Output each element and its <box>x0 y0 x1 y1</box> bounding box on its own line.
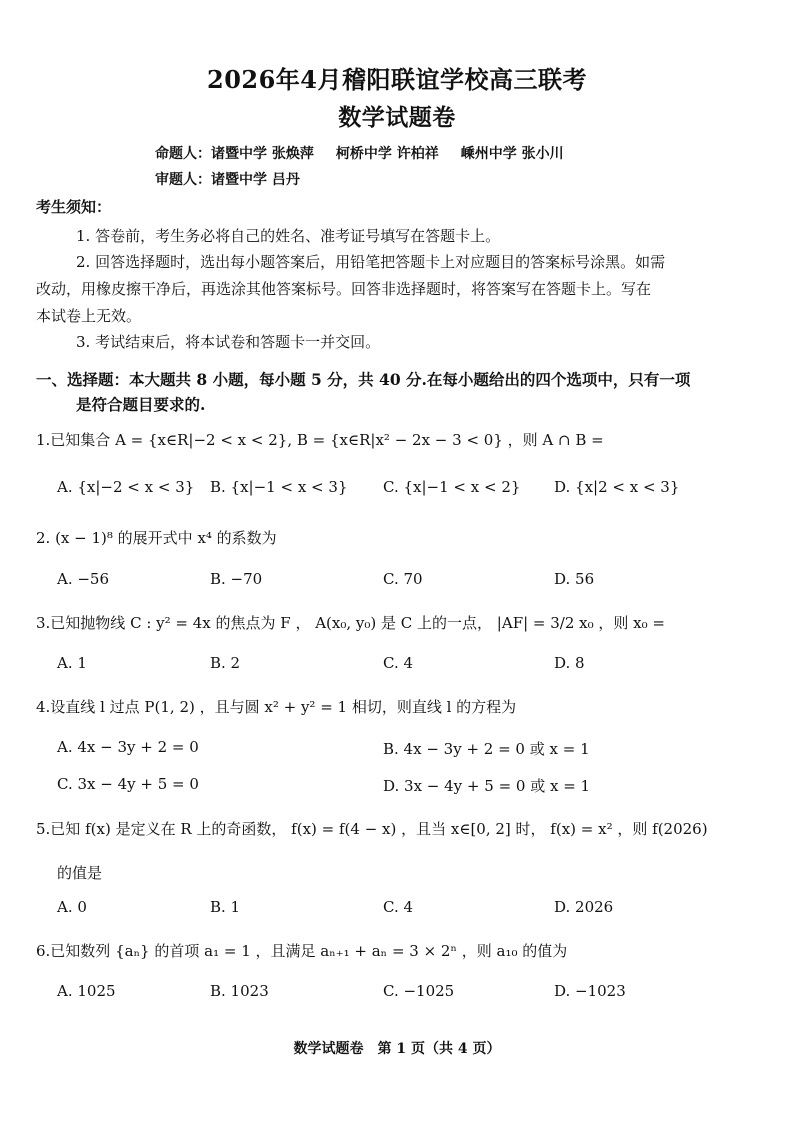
question-4-option-b: B. 4x − 3y + 2 = 0 或 x = 1 <box>383 740 590 758</box>
notice-heading: 考生须知： <box>36 198 112 216</box>
question-6-option-b: B. 1023 <box>210 982 269 1000</box>
reviewer-name: 诸暨中学 吕丹 <box>211 172 300 188</box>
author-2: 柯桥中学 许柏祥 <box>335 146 439 162</box>
question-4-option-c: C. 3x − 4y + 5 = 0 <box>57 775 199 793</box>
question-5-stem: 5.已知 f(x) 是定义在 R 上的奇函数， f(x) = f(4 − x) ，且当 x∈[0, 2] 时， f(x) = x² ，则 f(2026) <box>36 820 708 838</box>
authors-label: 命题人： <box>155 146 211 162</box>
question-2-option-a: A. −56 <box>57 570 110 588</box>
notice-item-2-line-2: 改动，用橡皮擦干净后，再选涂其他答案标号。回答非选择题时，将答案写在答题卡上。写在 <box>36 280 652 298</box>
question-6-option-c: C. −1025 <box>383 982 455 1000</box>
notice-item-3: 3. 考试结束后，将本试卷和答题卡一并交回。 <box>76 333 381 351</box>
question-6-option-d: D. −1023 <box>554 982 626 1000</box>
question-2-stem: 2. (x − 1)⁸ 的展开式中 x⁴ 的系数为 <box>36 529 277 547</box>
question-4-stem: 4.设直线 l 过点 P(1, 2) ，且与圆 x² + y² = 1 相切，则直线 l 的方程为 <box>36 698 517 716</box>
question-5-stem-cont: 的值是 <box>57 864 103 882</box>
question-3-option-a: A. 1 <box>57 654 87 672</box>
reviewer-label: 审题人： <box>155 172 211 188</box>
notice-item-2-line-1: 2. 回答选择题时，选出每小题答案后，用铅笔把答题卡上对应题目的答案标号涂黑。如需 <box>76 253 666 271</box>
author-1: 诸暨中学 张焕萍 <box>211 146 314 162</box>
section-heading: 一、选择题：本大题共 8 小题，每小题 5 分，共 40 分.在每小题给出的四个选项中，只有一项 <box>36 370 691 389</box>
authors-line <box>155 143 564 163</box>
reviewer-line <box>155 169 300 189</box>
page-footer: 数学试题卷 第 1 页（共 4 页） <box>293 1041 501 1057</box>
question-5-option-b: B. 1 <box>210 898 241 916</box>
question-1-option-c: C. {x|−1 < x < 2} <box>383 478 521 496</box>
question-6-option-a: A. 1025 <box>57 982 116 1000</box>
exam-subtitle: 数学试题卷 <box>338 104 456 131</box>
section-heading-cont: 是符合题目要求的. <box>76 395 206 414</box>
question-4-option-a: A. 4x − 3y + 2 = 0 <box>57 738 199 756</box>
question-3-option-c: C. 4 <box>383 654 414 672</box>
question-3-option-d: D. 8 <box>554 654 585 672</box>
question-2-option-d: D. 56 <box>554 570 595 588</box>
question-3-stem: 3.已知抛物线 C : y² = 4x 的焦点为 F ， A(x₀, y₀) 是 C 上的一点， |AF| = 3/2 x₀ ，则 x₀ = <box>36 614 665 632</box>
question-5-option-c: C. 4 <box>383 898 414 916</box>
notice-item-1: 1. 答卷前，考生务必将自己的姓名、准考证号填写在答题卡上。 <box>76 227 501 245</box>
question-6-stem: 6.已知数列 {aₙ} 的首项 a₁ = 1 ，且满足 aₙ₊₁ + aₙ = 3 × 2ⁿ ，则 a₁₀ 的值为 <box>36 942 568 960</box>
question-5-option-d: D. 2026 <box>554 898 614 916</box>
question-2-option-c: C. 70 <box>383 570 423 588</box>
question-4-option-d: D. 3x − 4y + 5 = 0 或 x = 1 <box>383 777 591 795</box>
notice-item-2-line-3: 本试卷上无效。 <box>36 307 142 325</box>
exam-title: 2026年4月稽阳联谊学校高三联考 <box>207 65 587 94</box>
question-5-option-a: A. 0 <box>57 898 87 916</box>
question-1-option-a: A. {x|−2 < x < 3} <box>57 478 195 496</box>
author-3: 嵊州中学 张小川 <box>460 146 564 162</box>
question-1-option-b: B. {x|−1 < x < 3} <box>210 478 348 496</box>
question-1-option-d: D. {x|2 < x < 3} <box>554 478 680 496</box>
question-1-stem: 1.已知集合 A = {x∈R|−2 < x < 2}, B = {x∈R|x² − 2x − 3 < 0} ，则 A ∩ B = <box>36 431 604 449</box>
question-2-option-b: B. −70 <box>210 570 263 588</box>
question-3-option-b: B. 2 <box>210 654 241 672</box>
